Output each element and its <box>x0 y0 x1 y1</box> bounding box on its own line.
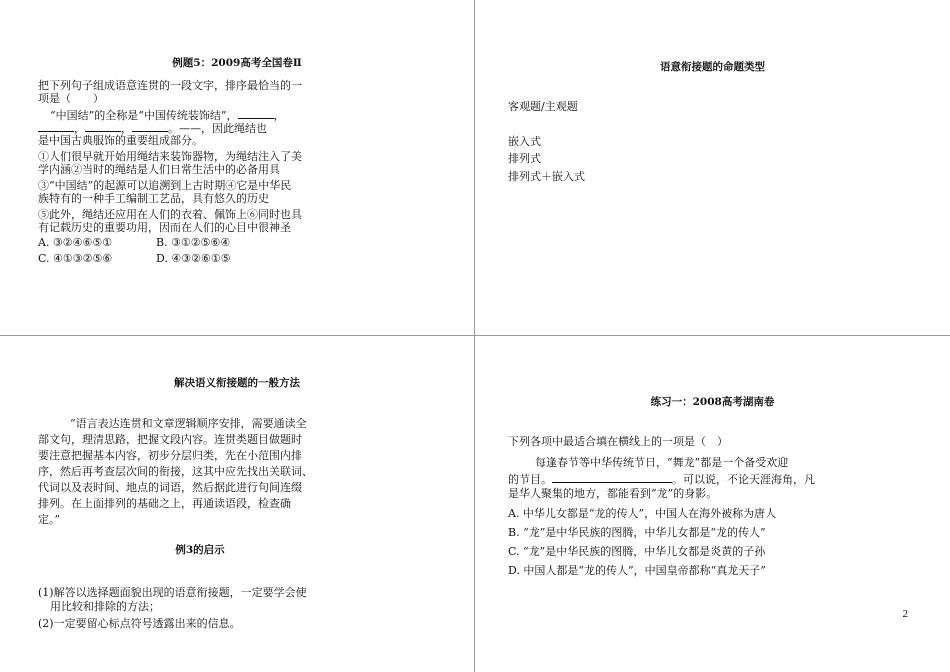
tip-line: (1)解答以选择题面貌出现的语意衔接题，一定要学会使 <box>38 586 307 599</box>
slide-title: 练习一：2008高考湖南卷 <box>650 396 775 408</box>
option-c: C. “龙”是中华民族的图腾，中华儿女都是炎黄的子孙 <box>508 545 766 558</box>
slide-title: 解决语义衔接题的一般方法 <box>174 377 300 389</box>
instruction-line: 项是（ ） <box>38 92 104 105</box>
type-line: 客观题/主观题 <box>508 100 578 113</box>
paragraph-line: 排列。在上面排列的基础之上，再通读语段，检查确 <box>38 497 291 510</box>
option-c: C. ④①③②⑤⑥ <box>38 252 113 265</box>
section-subtitle: 例3的启示 <box>175 544 225 556</box>
slide-title: 语意衔接题的命题类型 <box>660 61 765 73</box>
instruction-line: 把下列句子组成语意连贯的一段文字，排序最恰当的一 <box>38 79 302 92</box>
slide-general-method <box>0 336 474 672</box>
type-line: 嵌入式 <box>508 135 541 148</box>
question-line: 下列各项中最适合填在横线上的一项是（ ） <box>508 435 728 448</box>
option-a: A. 中华儿女都是“龙的传人”，中国人在海外被称为唐人 <box>508 507 777 520</box>
paragraph-line: 序，然后再考查层次间的衔接，这其中应先找出关联词、 <box>38 465 313 478</box>
type-line: 排列式 <box>508 152 541 165</box>
blank-line <box>132 121 168 132</box>
paragraph-line: “语言表达连贯和文章逻辑顺序安排，需要通读全 <box>70 417 307 430</box>
sentence-item: ⑤此外，绳结还应用在人们的衣着、佩饰上⑥同时也具 <box>38 208 302 221</box>
sentence-item: ③“中国结”的起源可以追溯到上古时期④它是中华民 <box>38 179 292 192</box>
question-stem-line: 的节目。 。可以说，不论天涯海角，凡 <box>508 473 815 486</box>
blank-line <box>85 121 121 132</box>
option-b: B. ③①②⑤⑥④ <box>156 236 231 249</box>
slide-question-types <box>475 0 950 335</box>
option-d: D. ④③②⑥①⑤ <box>156 252 231 265</box>
paragraph-line: 部文句，理清思路，把握文段内容。连贯类题目做题时 <box>38 433 302 446</box>
slide-example-5 <box>0 0 474 335</box>
sentence-item: ①人们很早就开始用绳结来装饰器物，为绳结注入了美 <box>38 150 302 163</box>
paragraph-line: 定。” <box>38 513 61 526</box>
page-number: 2 <box>902 608 908 620</box>
slide-title: 例题5：2009高考全国卷Ⅱ <box>172 57 302 69</box>
question-stem-line: 是中国古典服饰的重要组成部分。 <box>38 134 203 147</box>
blank-line <box>552 472 672 483</box>
sentence-item: 学内涵②当时的绳结是人们日常生活中的必备用具 <box>38 163 280 176</box>
type-line: 排列式＋嵌入式 <box>508 170 585 183</box>
question-stem-line: 每逢春节等中华传统节日，“舞龙”都是一个备受欢迎 <box>535 456 789 469</box>
tip-line: (2)一定要留心标点符号透露出来的信息。 <box>38 617 241 630</box>
tip-line: 用比较和排除的方法； <box>50 600 160 613</box>
blank-line <box>238 108 274 119</box>
paragraph-line: 要注意把握基本内容，初步分层归类，先在小范围内排 <box>38 449 302 462</box>
sentence-item: 族特有的一种手工编制工艺品，具有悠久的历史 <box>38 192 269 205</box>
sentence-item: 有记载历史的重要功用，因而在人们的心目中很神圣 <box>38 221 291 234</box>
question-stem-line: ， ， 。——，因此绳结也 <box>38 121 267 135</box>
question-stem-line: 是华人聚集的地方，都能看到“龙”的身影。 <box>508 487 718 500</box>
slide-exercise-1 <box>475 336 950 672</box>
question-stem-line: “中国结”的全称是“中国传统装饰结”， ， <box>50 109 285 122</box>
paragraph-line: 代词以及表时间、地点的词语，然后据此进行句间连缀 <box>38 481 302 494</box>
option-d: D. 中国人都是“龙的传人”，中国皇帝都称“真龙天子” <box>508 564 766 577</box>
option-a: A. ③②④⑥⑤① <box>38 236 113 249</box>
blank-line <box>38 121 74 132</box>
option-b: B. “龙”是中华民族的图腾，中华儿女都是“龙的传人” <box>508 526 766 539</box>
